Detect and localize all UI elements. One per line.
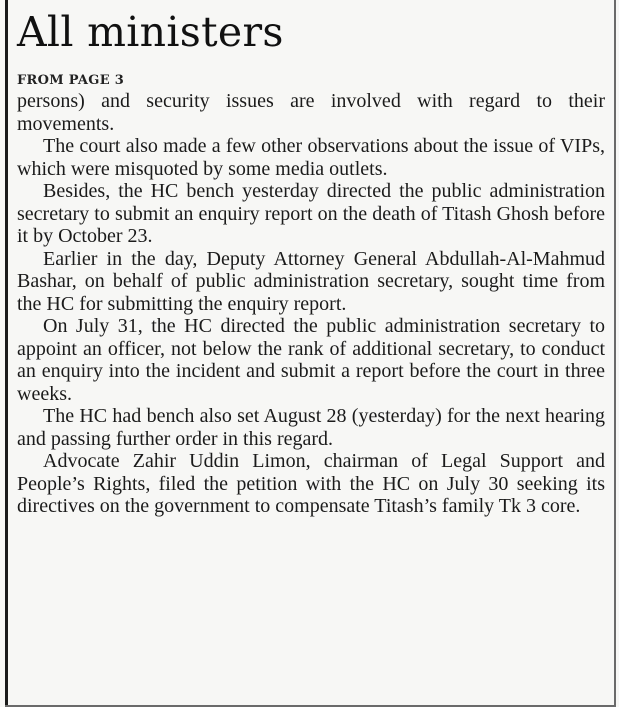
paragraph: persons) and security issues are involved with regard to their movements. [17, 90, 605, 135]
paragraph: The HC had bench also set August 28 (yesterday) for the next hearing and passing further order in this regard. [17, 405, 605, 450]
headline: All ministers [17, 8, 284, 56]
jump-label: FROM PAGE 3 [17, 73, 125, 88]
paragraph: Earlier in the day, Deputy Attorney General Abdullah-Al-Mahmud Bashar, on behalf of public administration secretary, sought time from the HC for submitting the enquiry report. [17, 247, 605, 315]
article-body [17, 90, 605, 518]
paragraph: On July 31, the HC directed the public administration secretary to appoint an officer, not below the rank of additional secretary, to conduct an enquiry into the incident and submit a report before the court in three weeks. [17, 315, 605, 405]
left-column-rule [5, 0, 8, 707]
article [17, 6, 605, 518]
paragraph: The court also made a few other observations about the issue of VIPs, which were misquoted by some media outlets. [17, 135, 605, 180]
right-border [614, 0, 616, 707]
paragraph: Advocate Zahir Uddin Limon, chairman of Legal Support and People’s Rights, filed the petition with the HC on July 30 seeking its directives on the government to compensate Titash’s family Tk 3 core. [17, 450, 605, 517]
paragraph: Besides, the HC bench yesterday directed the public administration secretary to submit an enquiry report on the death of Titash Ghosh before it by October 23. [17, 180, 605, 247]
